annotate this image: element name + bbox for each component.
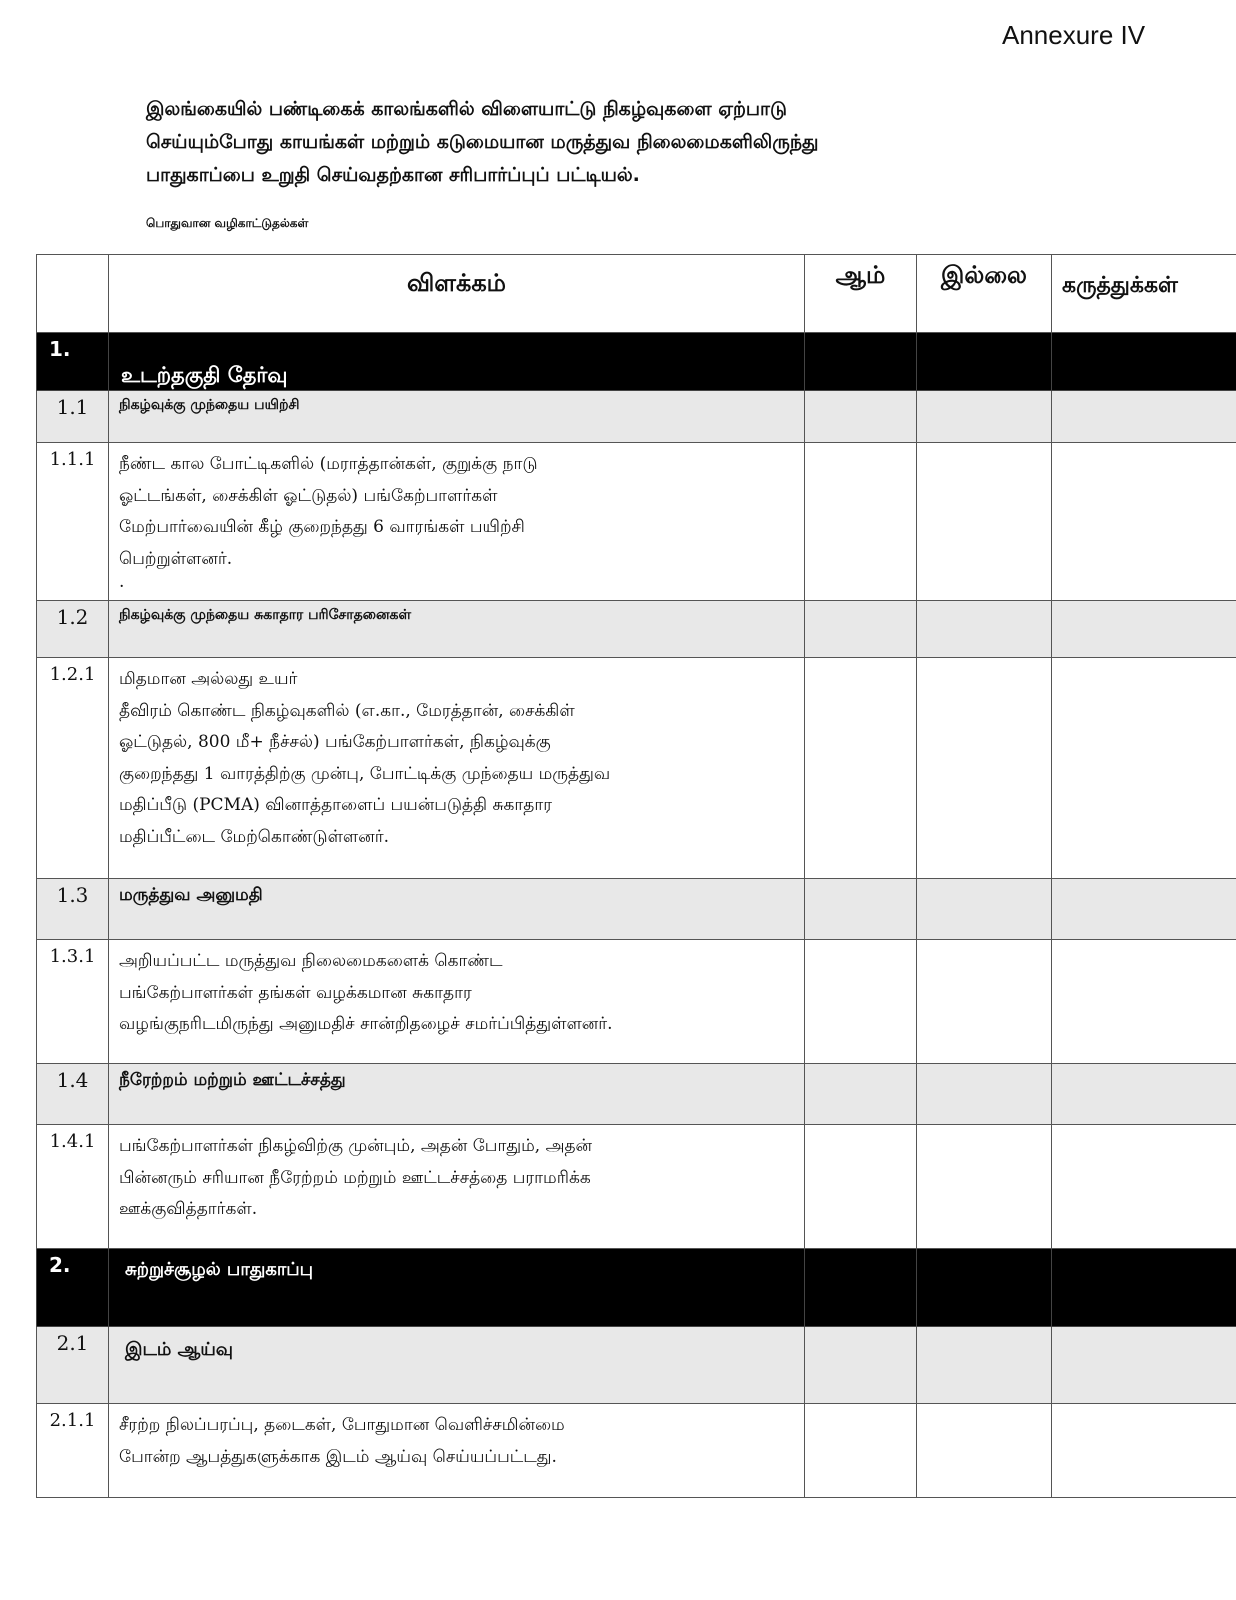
header-yes: ஆம் (805, 255, 917, 333)
item-description (109, 940, 805, 1064)
item-line: நீண்ட கால போட்டிகளில் (மராத்தான்கள், குறுக்கு நாடு (119, 454, 538, 474)
no-cell (917, 1249, 1052, 1327)
yes-cell[interactable] (805, 1404, 917, 1498)
checklist-table (36, 254, 1236, 1498)
item-line: போன்ற ஆபத்துகளுக்காக இடம் ஆய்வு செய்யப்பட்டது. (119, 1446, 557, 1467)
no-cell[interactable] (917, 601, 1052, 658)
section-row (37, 333, 1236, 391)
yes-cell[interactable] (805, 658, 917, 879)
comments-cell[interactable] (1052, 879, 1236, 940)
no-cell[interactable] (917, 1125, 1052, 1249)
comments-cell (1052, 1249, 1236, 1327)
comments-cell (1052, 333, 1236, 391)
comments-cell[interactable] (1052, 1064, 1236, 1125)
item-line: மதிப்பீட்டை மேற்கொண்டுள்ளனர். (119, 826, 390, 847)
comments-cell[interactable] (1052, 1125, 1236, 1249)
subsection-number: 2.1 (37, 1327, 109, 1404)
item-line: ஓட்டங்கள், சைக்கிள் ஓட்டுதல்) பங்கேற்பாளர்கள் (119, 485, 498, 506)
section-number: 2. (37, 1249, 109, 1327)
subsection-number: 1.2 (37, 601, 109, 658)
section-title: உடற்தகுதி தேர்வு (109, 333, 805, 391)
yes-cell[interactable] (805, 1125, 917, 1249)
item-line: . (119, 572, 125, 592)
item-description (109, 658, 805, 879)
subsection-row (37, 601, 1236, 658)
item-line: குறைந்தது 1 வாரத்திற்கு முன்பு, போட்டிக்கு முந்தைய மருத்துவ (119, 763, 611, 784)
subsection-row (37, 391, 1236, 443)
no-cell[interactable] (917, 940, 1052, 1064)
item-line: அறியப்பட்ட மருத்துவ நிலைமைகளைக் கொண்ட (119, 951, 503, 971)
yes-cell[interactable] (805, 1327, 917, 1404)
annexure-label: Annexure IV (1002, 20, 1146, 50)
no-cell (917, 333, 1052, 391)
no-cell[interactable] (917, 879, 1052, 940)
document-subtitle: பொதுவான வழிகாட்டுதல்கள் (146, 216, 309, 230)
subsection-number: 1.3 (37, 879, 109, 940)
comments-cell[interactable] (1052, 443, 1236, 601)
no-cell[interactable] (917, 1064, 1052, 1125)
yes-cell[interactable] (805, 391, 917, 443)
no-cell[interactable] (917, 443, 1052, 601)
comments-cell[interactable] (1052, 940, 1236, 1064)
header-number-cell (37, 255, 109, 333)
item-row (37, 1404, 1236, 1498)
item-line: பங்கேற்பாளர்கள் தங்கள் வழக்கமான சுகாதார (119, 982, 472, 1003)
comments-cell[interactable] (1052, 658, 1236, 879)
header-no: இல்லை (917, 255, 1052, 333)
item-line: பங்கேற்பாளர்கள் நிகழ்விற்கு முன்பும், அதன் போதும், அதன் (119, 1136, 593, 1156)
item-line: வழங்குநரிடமிருந்து அனுமதிச் சான்றிதழைச் சமர்ப்பித்துள்ளனர். (119, 1014, 613, 1034)
item-description (109, 1404, 805, 1498)
no-cell[interactable] (917, 1327, 1052, 1404)
title-line: இலங்கையில் பண்டிகைக் காலங்களில் விளையாட்டு நிகழ்வுகளை ஏற்பாடு (146, 98, 787, 120)
item-number: 1.2.1 (37, 658, 109, 879)
subsection-number: 1.4 (37, 1064, 109, 1125)
item-row (37, 940, 1236, 1064)
item-line: தீவிரம் கொண்ட நிகழ்வுகளில் (எ.கா., மேரத்தான், சைக்கிள் (119, 700, 575, 721)
subsection-row (37, 1327, 1236, 1404)
item-line: பெற்றுள்ளனர். (119, 548, 233, 569)
comments-cell[interactable] (1052, 1327, 1236, 1404)
subsection-number: 1.1 (37, 391, 109, 443)
yes-cell (805, 333, 917, 391)
yes-cell[interactable] (805, 601, 917, 658)
table-header-row (37, 255, 1236, 333)
yes-cell[interactable] (805, 443, 917, 601)
item-line: மதிப்பீடு (PCMA) வினாத்தாளைப் பயன்படுத்தி சுகாதார (119, 795, 553, 815)
item-description (109, 443, 805, 601)
subsection-title: இடம் ஆய்வு (109, 1327, 805, 1404)
comments-cell[interactable] (1052, 1404, 1236, 1498)
header-description: விளக்கம் (109, 255, 805, 333)
header-comments: கருத்துக்கள் (1052, 255, 1236, 333)
yes-cell (805, 1249, 917, 1327)
item-number: 1.3.1 (37, 940, 109, 1064)
item-number: 1.4.1 (37, 1125, 109, 1249)
yes-cell[interactable] (805, 1064, 917, 1125)
item-line: ஓட்டுதல், 800 மீ+ நீச்சல்) பங்கேற்பாளர்கள், நிகழ்வுக்கு (119, 732, 551, 752)
subsection-row (37, 879, 1236, 940)
subsection-title: நிகழ்வுக்கு முந்தைய பயிற்சி (109, 391, 805, 443)
comments-cell[interactable] (1052, 601, 1236, 658)
item-number: 2.1.1 (37, 1404, 109, 1498)
item-row (37, 1125, 1236, 1249)
item-line: மிதமான அல்லது உயர் (119, 669, 298, 689)
subsection-row (37, 1064, 1236, 1125)
title-line: பாதுகாப்பை உறுதி செய்வதற்கான சரிபார்ப்புப் பட்டியல். (146, 164, 640, 186)
subsection-title: நீரேற்றம் மற்றும் ஊட்டச்சத்து (109, 1064, 805, 1125)
section-row (37, 1249, 1236, 1327)
yes-cell[interactable] (805, 879, 917, 940)
no-cell[interactable] (917, 391, 1052, 443)
item-line: பின்னரும் சரியான நீரேற்றம் மற்றும் ஊட்டச்சத்தை பராமரிக்க (119, 1167, 591, 1188)
comments-cell[interactable] (1052, 391, 1236, 443)
section-number: 1. (37, 333, 109, 391)
item-row (37, 443, 1236, 601)
item-description (109, 1125, 805, 1249)
item-line: சீரற்ற நிலப்பரப்பு, தடைகள், போதுமான வெளிச்சமின்மை (119, 1415, 565, 1435)
item-number: 1.1.1 (37, 443, 109, 601)
item-line: மேற்பார்வையின் கீழ் குறைந்தது 6 வாரங்கள் பயிற்சி (119, 517, 525, 537)
section-title: சுற்றுச்சூழல் பாதுகாப்பு (109, 1249, 805, 1327)
subsection-title: மருத்துவ அனுமதி (109, 879, 805, 940)
no-cell[interactable] (917, 1404, 1052, 1498)
item-row (37, 658, 1236, 879)
document-title (146, 93, 1046, 192)
item-line: ஊக்குவித்தார்கள். (119, 1199, 258, 1219)
title-line: செய்யும்போது காயங்கள் மற்றும் கடுமையான மருத்துவ நிலைமைகளிலிருந்து (146, 131, 819, 153)
yes-cell[interactable] (805, 940, 917, 1064)
no-cell[interactable] (917, 658, 1052, 879)
subsection-title: நிகழ்வுக்கு முந்தைய சுகாதார பரிசோதனைகள் (109, 601, 805, 658)
